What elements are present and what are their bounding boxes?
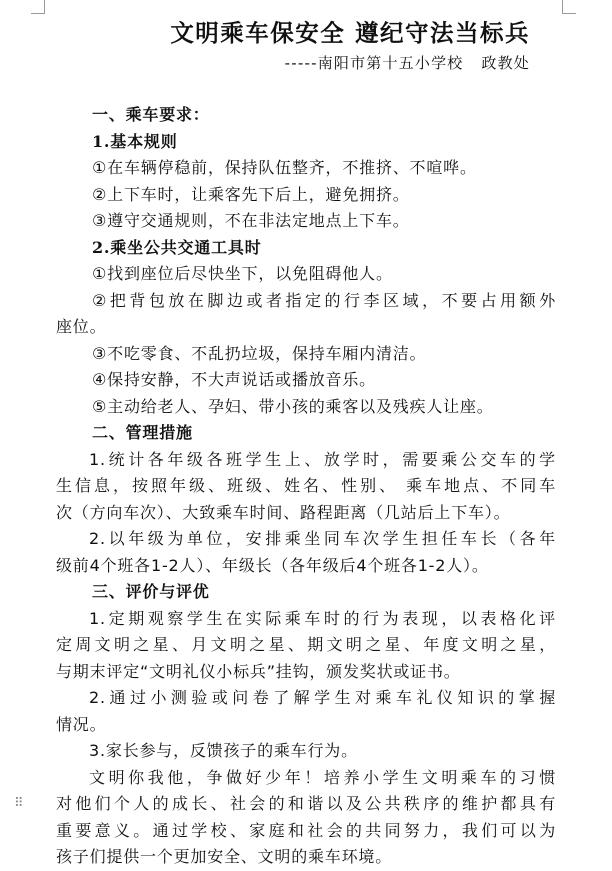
paragraph-line: 1.统计各年级各班学生上、放学时，需要乘公交车的学 <box>89 449 556 469</box>
list-item: ③遵守交通规则，不在非法定地点上下车。 <box>92 211 410 230</box>
paragraph-line: 2.以年级为单位，安排乘坐同车次学生担任车长（各年 <box>89 529 556 548</box>
paragraph-line: 级前4个班各1-2人）、年级长（各年级后4个班各1-2人）。 <box>56 555 489 575</box>
document-subtitle: -----南阳市第十五小学校 政教处 <box>284 54 530 72</box>
paragraph-line: 2.通过小测验或问卷了解学生对乘车礼仪知识的掌握 <box>89 688 556 707</box>
paragraph-line: 1.定期观察学生在实际乘车时的行为表现，以表格化评 <box>89 608 556 628</box>
subsection-heading: 1.基本规则 <box>92 131 178 151</box>
list-item: ④保持安静，不大声说话或播放音乐。 <box>92 370 376 389</box>
section-heading: 二、管理措施 <box>92 423 193 442</box>
paragraph-line: 情况。 <box>56 714 107 734</box>
subsection-heading: 2.乘坐公共交通工具时 <box>92 237 262 257</box>
paragraph-line: 文明你我他，争做好少年！培养小学生文明乘车的习惯 <box>89 767 556 787</box>
paragraph-line: 生信息，按照年级、班级、姓名、性别、 乘车地点、不同车 <box>56 476 556 495</box>
list-item: ①在车辆停稳前，保持队伍整齐，不推挤、不喧哗。 <box>92 158 477 177</box>
section-heading: 三、评价与评优 <box>92 582 210 601</box>
document-body <box>56 102 556 871</box>
paragraph-line: 次（方向车次）、大致乘车时间、路程距离（几站后上下车）。 <box>56 502 511 522</box>
page-corner-mark-top-right <box>562 0 576 14</box>
paragraph-line: 孩子们提供一个更加安全、文明的乘车环境。 <box>56 847 393 866</box>
drag-handle-icon[interactable]: ⠿ <box>14 796 23 811</box>
paragraph-line: 定周文明之星、月文明之星、期文明之星、年度文明之星， <box>56 635 556 654</box>
paragraph-line: 3.家长参与，反馈孩子的乘车行为。 <box>89 741 358 760</box>
paragraph-line: 与期末评定“文明礼仪小标兵”挂钩，颁发奖状或证书。 <box>56 661 461 681</box>
list-item-continuation: 座位。 <box>56 317 107 336</box>
list-item: ①找到座位后尽快坐下，以免阻碍他人。 <box>92 264 393 283</box>
paragraph-line: 对他们个人的成长、社会的和谐以及公共秩序的维护都具有 <box>56 794 556 813</box>
list-item: ⑤主动给老人、孕妇、带小孩的乘客以及残疾人让座。 <box>92 396 494 416</box>
section-heading: 一、乘车要求： <box>92 105 210 124</box>
paragraph-line: 重要意义。通过学校、家庭和社会的共同努力，我们可以为 <box>56 820 556 840</box>
list-item: ③不吃零食、不乱扔垃圾，保持车厢内清洁。 <box>92 343 427 363</box>
page-corner-mark-top-left <box>31 0 45 14</box>
list-item: ②把背包放在脚边或者指定的行李区域，不要占用额外 <box>92 290 556 310</box>
document-title: 文明乘车保安全 遵纪守法当标兵 <box>170 19 530 47</box>
list-item: ②上下车时，让乘客先下后上，避免拥挤。 <box>92 184 410 204</box>
